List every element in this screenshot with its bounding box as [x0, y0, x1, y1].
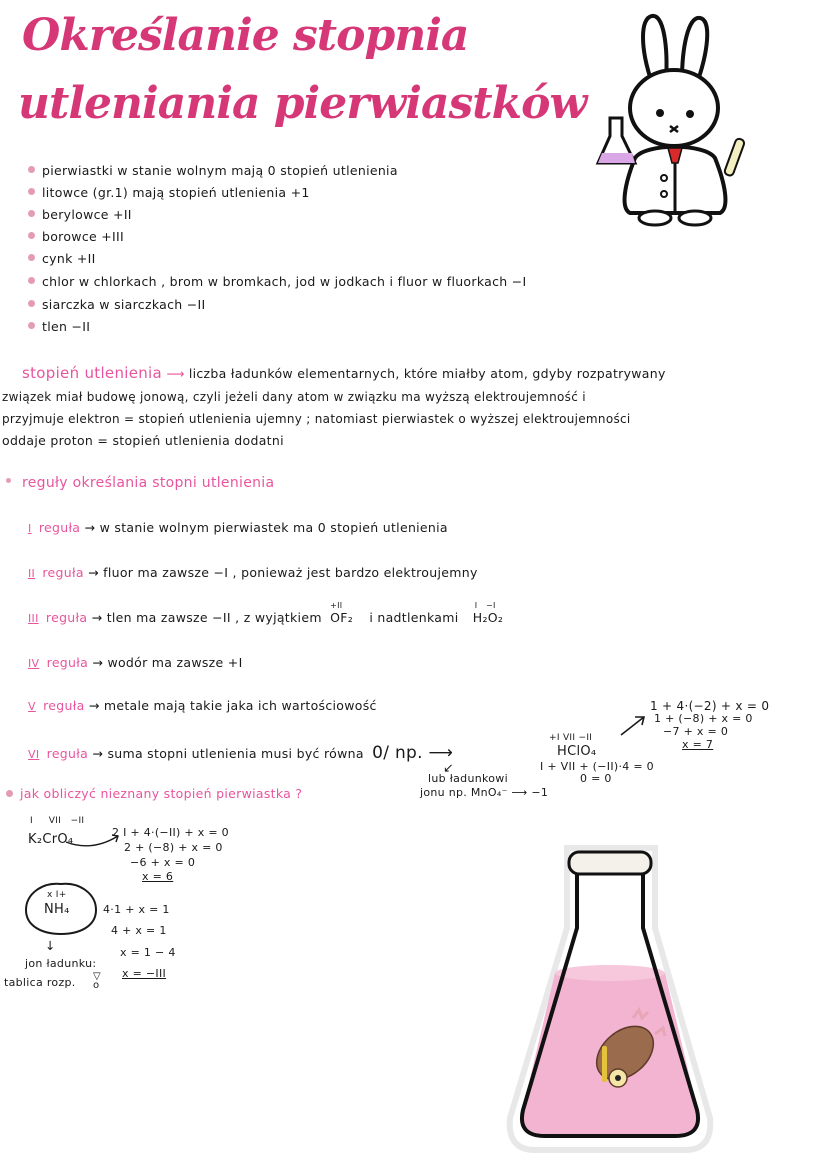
- mole-in-flask-illustration: [505, 838, 715, 1154]
- alt-line-2: jonu np. MnO₄⁻ ⟶ −1: [420, 786, 549, 799]
- bullet-dot: [28, 254, 35, 261]
- page-title-line-1: Określanie stopnia: [22, 10, 469, 61]
- formula-k2cro4: K₂CrO₄: [28, 832, 74, 847]
- calc-line: 1 + 4·(−2) + x = 0: [650, 699, 770, 713]
- bunny-scientist-illustration: [590, 8, 760, 233]
- calc-line: −6 + x = 0: [130, 856, 196, 869]
- definition-line-1: [22, 364, 666, 382]
- rule-number: I: [28, 522, 32, 535]
- arrow-right-icon: →: [92, 655, 104, 670]
- calc-line: −7 + x = 0: [663, 725, 729, 738]
- rule-label: reguła: [46, 655, 89, 670]
- arrow-right-icon: →: [92, 746, 104, 761]
- rule-1: [28, 520, 448, 535]
- arrow-right-icon: →: [88, 565, 99, 580]
- rule-6: [28, 743, 453, 763]
- bullet-item: pierwiastki w stanie wolnym mają 0 stopień utlenienia: [42, 163, 398, 178]
- calc-line: 2 I + 4·(−II) + x = 0: [112, 826, 229, 839]
- arrow-right-icon: →: [84, 520, 96, 535]
- question-heading: jak obliczyć nieznany stopień pierwiastka ?: [20, 786, 303, 801]
- formula-of2: [330, 601, 357, 625]
- rule-text-mid: i nadtlenkami: [369, 610, 459, 625]
- bullet-dot: [6, 790, 13, 797]
- calc-line: 4·1 + x = 1: [103, 903, 170, 916]
- note-line-1: jon ładunku:: [25, 957, 97, 970]
- rule-label: reguła: [45, 610, 88, 625]
- bullet-dot: [28, 188, 35, 195]
- rule-number: VI: [28, 748, 40, 761]
- formula-h2o2: [472, 601, 504, 625]
- arrow-down-icon: ↓: [45, 938, 56, 953]
- calc-line: 1 + (−8) + x = 0: [654, 712, 753, 725]
- calc-line: 2 + (−8) + x = 0: [124, 841, 223, 854]
- check-equation: I + VII + (−II)·4 = 0: [540, 760, 654, 773]
- rule-text: wodór ma zawsze +I: [107, 655, 243, 670]
- bullet-item: berylowce +II: [42, 207, 132, 222]
- calc-result: x = 7: [682, 738, 714, 751]
- formula: OF₂: [330, 610, 354, 625]
- rule-2: [28, 565, 478, 580]
- rule-text: suma stopni utlenienia musi być równa: [107, 746, 364, 761]
- definition-line-2: związek miał budowę jonową, czyli jeżeli dany atom w związku ma wyższą elektroujemność i: [2, 390, 586, 404]
- arrow-down-left-icon: ↙: [443, 760, 454, 775]
- note-line-2: tablica rozp.: [4, 976, 76, 989]
- definition-line-4: oddaje proton = stopień utlenienia dodatni: [2, 433, 284, 448]
- page-title-line-2: utleniania pierwiastków: [18, 78, 587, 129]
- definition-line-3: przyjmuje elektron = stopień utlenienia ujemny ; natomiast pierwiastek o wyższej elektroujemności: [2, 412, 631, 426]
- rule-label: reguła: [38, 520, 81, 535]
- calc-line: 4 + x = 1: [111, 924, 167, 937]
- bullet-dot: [28, 300, 35, 307]
- alt-line-1: lub ładunkowi: [428, 772, 508, 785]
- definition-text: liczba ładunków elementarnych, które miałby atom, gdyby rozpatrywany: [188, 366, 666, 381]
- bullet-item: cynk +II: [42, 251, 96, 266]
- rule-text: fluor ma zawsze −I , ponieważ jest bardzo elektroujemny: [103, 565, 478, 580]
- bullet-dot: [28, 322, 35, 329]
- squiggle-arrow-icon: ⟶: [166, 366, 185, 381]
- rule-text: w stanie wolnym pierwiastek ma 0 stopień utlenienia: [99, 520, 448, 535]
- bullet-item: tlen −II: [42, 319, 91, 334]
- bullet-item: chlor w chlorkach , brom w bromkach, jod w jodkach i fluor w fluorkach −I: [42, 274, 527, 289]
- rule-label: reguła: [46, 746, 89, 761]
- arrow-up-right-icon: [618, 712, 648, 738]
- rule-5: [28, 698, 377, 713]
- bullet-dot: [28, 166, 35, 173]
- calc-line: x = 1 − 4: [120, 946, 176, 959]
- arrow-right-icon: →: [91, 610, 103, 625]
- formula: H₂O₂: [472, 610, 504, 625]
- check-result: 0 = 0: [580, 772, 612, 785]
- rule-number: III: [28, 612, 39, 625]
- rule-number: V: [28, 700, 36, 713]
- arrow-right-icon: →: [88, 698, 100, 713]
- calc-result: x = 6: [142, 870, 174, 883]
- bullet-dot: [28, 210, 35, 217]
- definition-term: stopień utlenienia: [22, 364, 163, 382]
- rules-heading: reguły określania stopni utlenienia: [22, 475, 275, 491]
- bullet-item: siarczka w siarczkach −II: [42, 297, 206, 312]
- oxidation-label: +II: [330, 601, 343, 610]
- rule-tail: 0/ np. ⟶: [372, 743, 454, 763]
- rule-number: II: [28, 567, 36, 580]
- bullet-dot: [6, 478, 11, 483]
- oxidation-labels: I VII −II: [30, 816, 85, 826]
- bullet-item: litowce (gr.1) mają stopień utlenienia +1: [42, 185, 310, 200]
- bullet-dot: [28, 232, 35, 239]
- rule-label: reguła: [42, 565, 84, 580]
- oxidation-label: I −I: [474, 601, 496, 610]
- rule-text: tlen ma zawsze −II , z wyjątkiem: [106, 610, 322, 625]
- exclamation-icon: ▽ o: [93, 971, 101, 991]
- calc-result: x = −III: [122, 967, 167, 980]
- formula-hclo4: HClO₄: [557, 744, 597, 759]
- rule-label: reguła: [43, 698, 85, 713]
- rule-4: [28, 655, 243, 670]
- oxidation-labels: x I+: [47, 890, 67, 900]
- oxidation-labels: +I VII −II: [549, 733, 593, 743]
- rule-3: [28, 601, 504, 625]
- bullet-item: borowce +III: [42, 229, 124, 244]
- rule-number: IV: [28, 657, 40, 670]
- bullet-dot: [28, 277, 35, 284]
- rule-text: metale mają takie jaka ich wartościowość: [103, 698, 377, 713]
- formula-nh4: NH₄: [44, 902, 70, 917]
